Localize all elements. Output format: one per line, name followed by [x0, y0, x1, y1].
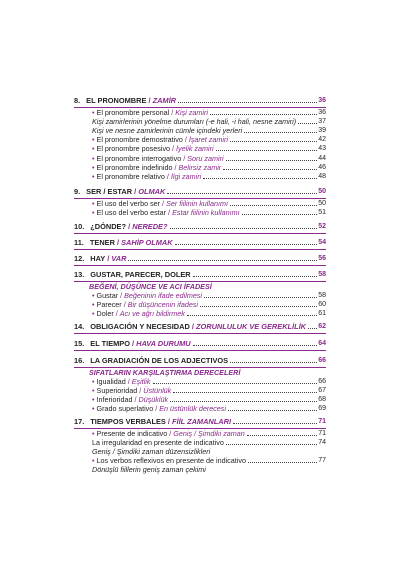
- page-number: 64: [318, 340, 326, 347]
- bullet-icon: •: [92, 144, 95, 154]
- leader-dots: [230, 141, 317, 142]
- page-number: 36: [318, 97, 326, 104]
- toc-entry[interactable]: [92, 429, 326, 438]
- chapter-number: 15.: [74, 339, 85, 348]
- toc-entry[interactable]: [92, 163, 326, 172]
- page-number: 50: [318, 188, 326, 195]
- chapter-number: 8.: [74, 96, 81, 105]
- separator: /: [172, 162, 179, 172]
- entry-title-turkish: Estar fiilinin kullanımı: [172, 207, 240, 217]
- entry-title: Gustar: [96, 290, 119, 300]
- separator: /: [113, 309, 120, 319]
- toc-subtitle-turkish: [89, 282, 326, 291]
- chapter-underline: [74, 233, 326, 234]
- toc-chapter-entry[interactable]: [74, 270, 326, 279]
- chapter-title-turkish: OLMAK: [138, 187, 166, 196]
- entry-title: Inferioridad: [96, 395, 133, 405]
- page-number: 66: [318, 377, 326, 385]
- toc-subtitle-turkish: [89, 368, 326, 377]
- entry-text: La irregularidad en presente de indicativo: [92, 437, 224, 447]
- subtitle-text: BEĞENİ, DÜŞÜNCE VE ACI İFADESİ: [89, 281, 212, 291]
- chapter-number: 11.: [74, 238, 84, 247]
- entry-title: Parecer: [96, 299, 122, 309]
- separator: /: [169, 107, 176, 117]
- separator: /: [167, 428, 174, 438]
- page-number: 48: [318, 172, 326, 180]
- toc-entry[interactable]: [92, 172, 326, 181]
- entry-title-turkish: İlgi zamiri: [170, 171, 202, 181]
- chapter-title: TIEMPOS VERBALES: [90, 417, 166, 426]
- toc-entry[interactable]: [92, 386, 326, 395]
- chapter-title: HAY: [90, 254, 106, 263]
- toc-chapter-entry[interactable]: [74, 187, 326, 196]
- toc-chapter-entry[interactable]: [74, 356, 326, 365]
- chapter-title-turkish: FİİL ZAMANLARI: [172, 417, 231, 426]
- page-number: 67: [318, 386, 326, 394]
- entry-title-turkish: Ser fiilinin kullanımı: [166, 198, 228, 208]
- toc-chapter-entry[interactable]: [74, 238, 326, 247]
- leader-dots: [204, 297, 317, 298]
- leader-dots: [242, 214, 318, 215]
- entry-title-turkish: Düşüklük: [138, 395, 169, 405]
- page-number: 60: [318, 300, 326, 308]
- chapter-number: 16.: [74, 356, 85, 365]
- entry-title: El uso del verbo estar: [96, 207, 167, 217]
- leader-dots: [203, 178, 317, 179]
- page-number: 71: [318, 418, 326, 425]
- leader-dots: [248, 462, 317, 463]
- entry-title-turkish: En üstünlük derecesi: [159, 404, 226, 414]
- page-number: 77: [318, 457, 326, 465]
- chapter-title: SER / ESTAR: [86, 187, 133, 196]
- chapter-number: 10.: [74, 222, 85, 231]
- leader-dots: [153, 383, 318, 384]
- leader-dots: [230, 362, 317, 363]
- separator: /: [132, 187, 139, 196]
- leader-dots: [128, 260, 317, 261]
- bullet-icon: •: [92, 385, 95, 395]
- chapter-title: TENER: [89, 238, 115, 247]
- toc-entry-note: [92, 447, 326, 456]
- page-number: 39: [318, 126, 326, 134]
- entry-title: El pronombre personal: [96, 107, 170, 117]
- leader-dots: [175, 244, 318, 245]
- page-number: 56: [318, 255, 326, 262]
- leader-dots: [247, 435, 317, 436]
- toc-entry[interactable]: [92, 108, 326, 117]
- entry-title: Doler: [96, 309, 114, 319]
- leader-dots: [233, 423, 317, 424]
- subtitle-text: SIFATLARIN KARŞILAŞTIRMA DERECELERİ: [89, 367, 241, 377]
- toc-entry-note[interactable]: [92, 438, 326, 447]
- page-number: 42: [318, 136, 326, 144]
- toc-entry[interactable]: [92, 377, 326, 386]
- bullet-icon: •: [92, 309, 95, 319]
- chapter-title: EL PRONOMBRE: [86, 96, 147, 105]
- leader-dots: [187, 315, 317, 316]
- toc-entry[interactable]: [92, 154, 326, 163]
- chapter-title: LA GRADIACIÓN DE LOS ADJECTIVOS: [90, 356, 229, 365]
- bullet-icon: •: [92, 107, 95, 117]
- page-number: 52: [318, 223, 326, 230]
- leader-dots: [298, 123, 317, 124]
- separator: /: [114, 238, 122, 247]
- page-number: 74: [318, 438, 326, 446]
- bullet-icon: •: [92, 456, 95, 466]
- toc-entry[interactable]: [92, 309, 326, 318]
- chapter-title: OBLIGACIÓN Y NECESIDAD: [90, 322, 190, 331]
- toc-entry[interactable]: [92, 144, 326, 153]
- leader-dots: [178, 102, 317, 103]
- page-number: 58: [318, 271, 326, 278]
- page-number: 54: [318, 239, 326, 246]
- toc-entry[interactable]: [92, 291, 326, 300]
- page-number: 43: [318, 145, 326, 153]
- page-number: 50: [318, 199, 326, 207]
- entry-title-turkish: Bir düşüncenin ifadesi: [127, 299, 199, 309]
- toc-entry-note[interactable]: [92, 126, 326, 135]
- page-number: 36: [318, 108, 326, 116]
- separator: /: [125, 376, 132, 386]
- leader-dots: [173, 392, 317, 393]
- page-number: 61: [318, 310, 326, 318]
- toc-entry[interactable]: [92, 456, 326, 465]
- leader-dots: [193, 276, 318, 277]
- separator: /: [164, 171, 171, 181]
- bullet-icon: •: [92, 198, 95, 208]
- separator: /: [126, 222, 133, 231]
- entry-title-turkish: İşaret zamiri: [188, 135, 228, 145]
- bullet-icon: •: [92, 376, 95, 386]
- chapter-title: EL TIEMPO: [90, 339, 130, 348]
- toc-entry[interactable]: [92, 300, 326, 309]
- chapter-title-turkish: HAVA DURUMU: [136, 339, 191, 348]
- leader-dots: [200, 306, 317, 307]
- chapter-title-turkish: NEREDE?: [132, 222, 168, 231]
- separator: /: [182, 135, 189, 145]
- separator: /: [137, 385, 144, 395]
- leader-dots: [308, 328, 317, 329]
- leader-dots: [226, 444, 317, 445]
- entry-title: El pronombre posesivo: [96, 144, 171, 154]
- leader-dots: [223, 169, 317, 170]
- toc-chapter-entry[interactable]: [74, 417, 326, 426]
- page-number: 71: [318, 429, 326, 437]
- chapter-underline: [74, 265, 326, 266]
- entry-title: El uso del verbo ser: [96, 198, 161, 208]
- entry-title: El pronombre demostrativo: [96, 135, 183, 145]
- entry-title: El pronombre interrogativo: [96, 153, 182, 163]
- bullet-icon: •: [92, 428, 95, 438]
- separator: /: [153, 404, 160, 414]
- page-number: 58: [318, 291, 326, 299]
- chapter-number: 9.: [74, 187, 81, 196]
- entry-title: Superioridad: [96, 385, 138, 395]
- toc-entry[interactable]: [92, 404, 326, 413]
- toc-entry[interactable]: [92, 208, 326, 217]
- page-number: 69: [318, 405, 326, 413]
- toc-entry-note[interactable]: [92, 117, 326, 126]
- entry-title: Los verbos reflexivos en presente de indicativo: [96, 456, 246, 466]
- chapter-title-turkish: SAHİP OLMAK: [121, 238, 173, 247]
- entry-title-turkish: Belirsiz zamir: [178, 162, 222, 172]
- separator: /: [121, 299, 128, 309]
- entry-title-turkish: Geniş / Şimdiki zaman: [173, 428, 245, 438]
- chapter-underline: [74, 350, 326, 351]
- chapter-underline: [74, 249, 326, 250]
- entry-title-turkish: Acı ve ağrı bildirmek: [119, 309, 185, 319]
- chapter-title-turkish: ZORUNLULUK VE GEREKLİLİK: [195, 322, 307, 331]
- entry-title-turkish: Beğeninin ifade edilmesi: [124, 290, 203, 300]
- entry-title: El pronombre relativo: [96, 171, 165, 181]
- entry-text: Dönüşlü fiillerin geniş zaman çekimi: [92, 465, 206, 475]
- bullet-icon: •: [92, 207, 95, 217]
- entry-title: Presente de indicativo: [96, 428, 168, 438]
- entry-title-turkish: Soru zamiri: [187, 153, 224, 163]
- entry-text: Kişi zamirlerinin yönelme durumları (-e hali, -i hali, nesne zamiri): [92, 116, 297, 126]
- separator: /: [129, 339, 137, 348]
- entry-title-turkish: Üstünlük: [143, 385, 172, 395]
- entry-text: Geniş / Şimdiki zaman düzensizlikleri: [92, 446, 211, 456]
- separator: /: [189, 322, 196, 331]
- bullet-icon: •: [92, 153, 95, 163]
- toc-chapter-entry[interactable]: [74, 339, 326, 348]
- toc-entry[interactable]: [92, 395, 326, 404]
- bullet-icon: •: [92, 404, 95, 414]
- bullet-icon: •: [92, 162, 95, 172]
- separator: /: [132, 395, 139, 405]
- leader-dots: [244, 132, 317, 133]
- separator: /: [146, 96, 153, 105]
- separator: /: [165, 417, 173, 426]
- toc-entry[interactable]: [92, 199, 326, 208]
- separator: /: [170, 144, 177, 154]
- entry-title-turkish: İyelik zamiri: [176, 144, 214, 154]
- toc-chapter-entry[interactable]: [74, 96, 326, 105]
- entry-title: Igualidad: [96, 376, 126, 386]
- chapter-title-turkish: VAR: [111, 254, 127, 263]
- entry-title: Grado superlativo: [96, 404, 154, 414]
- leader-dots: [226, 160, 318, 161]
- page-number: 62: [318, 323, 326, 330]
- toc-entry-note: [92, 465, 326, 474]
- leader-dots: [170, 401, 317, 402]
- separator: /: [118, 290, 125, 300]
- leader-dots: [170, 228, 318, 229]
- toc-entry[interactable]: [92, 135, 326, 144]
- leader-dots: [230, 205, 317, 206]
- page-number: 44: [318, 154, 326, 162]
- page-number: 68: [318, 396, 326, 404]
- separator: /: [166, 207, 173, 217]
- entry-title-turkish: Eşitlik: [131, 376, 151, 386]
- separator: /: [160, 198, 167, 208]
- chapter-title: GUSTAR, PARECER, DOLER: [90, 270, 191, 279]
- leader-dots: [228, 410, 317, 411]
- separator: /: [181, 153, 188, 163]
- page-number: 66: [318, 357, 326, 364]
- toc-chapter-entry[interactable]: [74, 322, 326, 331]
- page-number: 37: [318, 117, 326, 125]
- bullet-icon: •: [92, 395, 95, 405]
- chapter-number: 13.: [74, 270, 85, 279]
- entry-title: El pronombre indefinido: [96, 162, 173, 172]
- entry-title-turkish: Kişi zamiri: [175, 107, 208, 117]
- bullet-icon: •: [92, 290, 95, 300]
- toc-chapter-entry[interactable]: [74, 222, 326, 231]
- chapter-number: 12.: [74, 254, 85, 263]
- leader-dots: [216, 150, 318, 151]
- toc-chapter-entry[interactable]: [74, 254, 326, 263]
- bullet-icon: •: [92, 135, 95, 145]
- chapter-number: 14.: [74, 322, 85, 331]
- leader-dots: [193, 345, 318, 346]
- chapter-title: ¿DÓNDE?: [90, 222, 127, 231]
- page-number: 46: [318, 163, 326, 171]
- bullet-icon: •: [92, 171, 95, 181]
- leader-dots: [167, 193, 317, 194]
- leader-dots: [210, 114, 317, 115]
- chapter-title-turkish: ZAMİR: [152, 96, 176, 105]
- page-number: 51: [318, 208, 326, 216]
- chapter-number: 17.: [74, 417, 85, 426]
- chapter-underline: [74, 333, 326, 334]
- entry-text: Kişi ve nesne zamirlerinin cümle içindeki yerleri: [92, 125, 243, 135]
- separator: /: [105, 254, 112, 263]
- bullet-icon: •: [92, 299, 95, 309]
